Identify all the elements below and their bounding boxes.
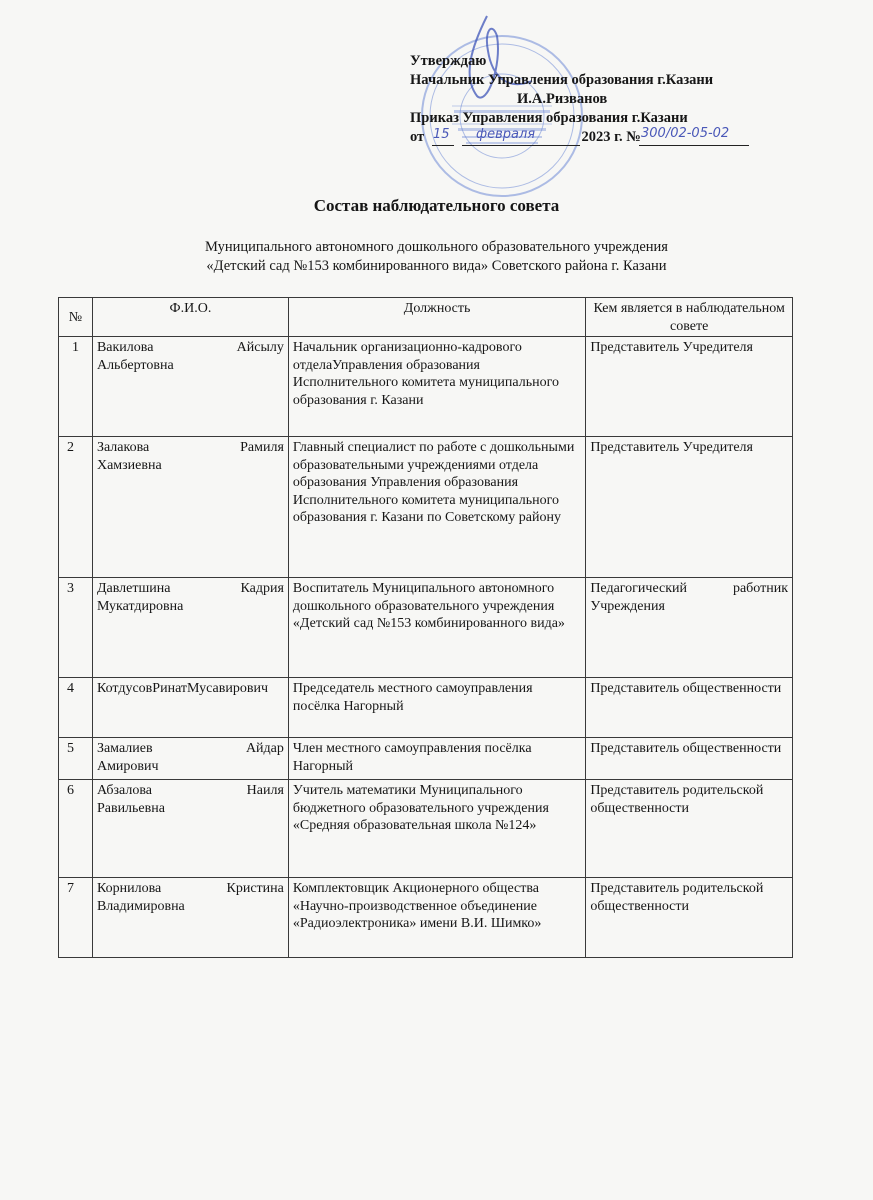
table-row xyxy=(59,878,793,958)
approval-signatory: И.А.Ризванов xyxy=(517,91,608,107)
row-fio: Давлетшина Кадрия Мукатдировна xyxy=(92,578,288,678)
approval-block xyxy=(410,52,810,147)
row-fio: Замалиев Айдар Амирович xyxy=(92,738,288,780)
row-role: Педагогический работник Учреждения xyxy=(586,578,793,678)
row-position: Председатель местного самоуправления посёлка Нагорный xyxy=(288,678,585,738)
row-number: 6 xyxy=(59,780,93,878)
row-number: 1 xyxy=(59,337,93,437)
handwritten-order-number: 300/02-05-02 xyxy=(641,126,730,141)
row-fio: КотдусовРинатМусавирович xyxy=(92,678,288,738)
subtitle-line-2: «Детский сад №153 комбинированного вида» Советского района г. Казани xyxy=(206,258,667,274)
row-position: Начальник организационно-кадрового отделаУправления образования Исполнительного комитета муниципального образования г. Казани xyxy=(288,337,585,437)
header-role: Кем является в наблюдательном совете xyxy=(586,298,793,337)
row-number: 4 xyxy=(59,678,93,738)
row-position: Учитель математики Муниципального бюджетного образовательного учреждения «Средняя образовательная школа №124» xyxy=(288,780,585,878)
table-row xyxy=(59,738,793,780)
approval-heading: Утверждаю xyxy=(410,53,487,69)
row-number: 5 xyxy=(59,738,93,780)
handwritten-month: февраля xyxy=(476,127,536,142)
table-row xyxy=(59,337,793,437)
header-fio: Ф.И.О. xyxy=(92,298,288,337)
row-position: Воспитатель Муниципального автономного дошкольного образовательного учреждения «Детский сад №153 комбинированного вида» xyxy=(288,578,585,678)
row-position: Комплектовщик Акционерного общества «Научно-производственное объединение «Радиоэлектроника» имени В.И. Шимко» xyxy=(288,878,585,958)
table-row xyxy=(59,780,793,878)
approval-date-line xyxy=(410,128,810,147)
row-role: Представитель общественности xyxy=(586,738,793,780)
row-number: 7 xyxy=(59,878,93,958)
table-row xyxy=(59,437,793,578)
row-fio: Вакилова Айсылу Альбертовна xyxy=(92,337,288,437)
row-fio: Корнилова Кристина Владимировна xyxy=(92,878,288,958)
document-title: Состав наблюдательного совета xyxy=(313,196,560,215)
row-fio: Залакова Рамиля Хамзиевна xyxy=(92,437,288,578)
row-fio: Абзалова Наиля Равильевна xyxy=(92,780,288,878)
row-role: Представитель родительской общественности xyxy=(586,780,793,878)
row-position: Главный специалист по работе с дошкольными образовательными учреждениями отдела образования Управления образования Исполнительного комитета муниципального образования г. Казани по Советскому району xyxy=(288,437,585,578)
row-number: 2 xyxy=(59,437,93,578)
row-number: 3 xyxy=(59,578,93,678)
council-members-table xyxy=(58,297,793,958)
approval-date-prefix: от xyxy=(410,129,425,145)
approval-position: Начальник Управления образования г.Казани xyxy=(410,72,714,88)
approval-order: Приказ Управления образования г.Казани xyxy=(410,110,688,126)
handwritten-day: 15 xyxy=(433,127,450,142)
approval-date-year: 2023 г. № xyxy=(581,129,641,145)
document-subtitle xyxy=(0,238,873,276)
row-role: Представитель Учредителя xyxy=(586,437,793,578)
row-role: Представитель Учредителя xyxy=(586,337,793,437)
table-row xyxy=(59,578,793,678)
row-position: Член местного самоуправления посёлка Нагорный xyxy=(288,738,585,780)
header-position: Должность xyxy=(288,298,585,337)
subtitle-line-1: Муниципального автономного дошкольного образовательного учреждения xyxy=(205,239,668,255)
row-role: Представитель родительской общественности xyxy=(586,878,793,958)
header-number: № xyxy=(59,298,93,337)
table-row xyxy=(59,678,793,738)
row-role: Представитель общественности xyxy=(586,678,793,738)
